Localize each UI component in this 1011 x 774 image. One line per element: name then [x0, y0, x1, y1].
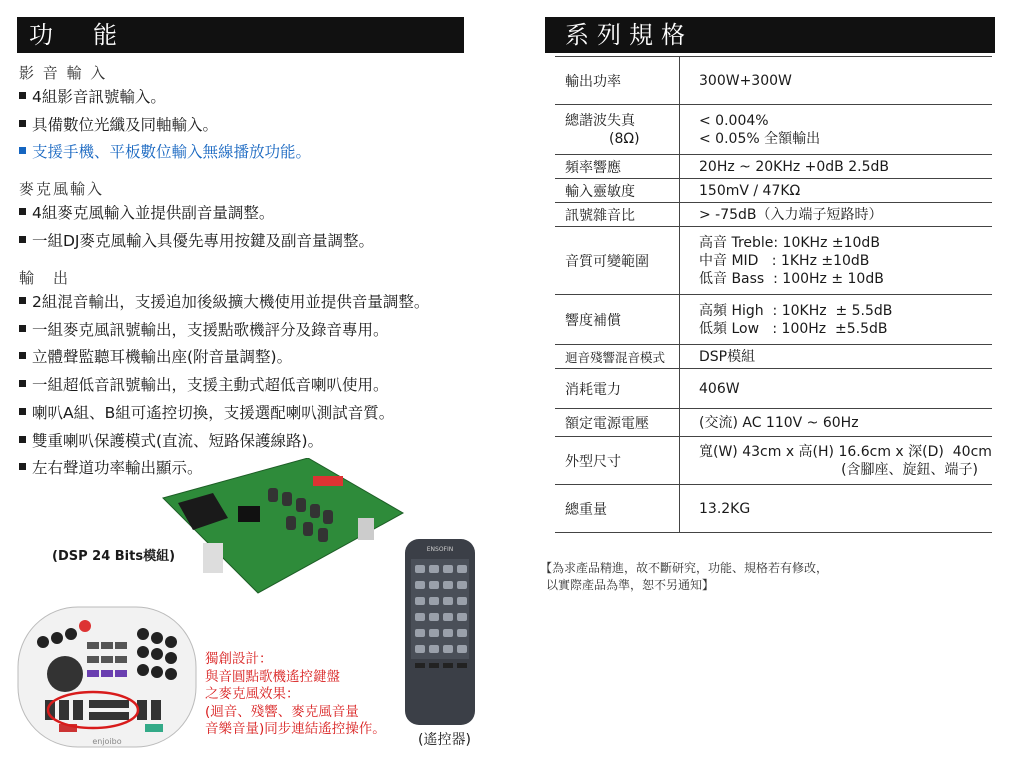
feature-item — [19, 200, 374, 228]
spec-value-line: > -75dB（入力端子短路時） — [699, 206, 883, 223]
spec-row — [555, 295, 992, 345]
section-heading-av-input: 影 音 輸 入 — [19, 64, 108, 82]
spec-value-line: 150mV / 47KΩ — [699, 182, 801, 199]
spec-row — [555, 105, 992, 155]
list-mic-input — [19, 200, 374, 255]
bullet-square-icon — [19, 297, 26, 304]
spec-value — [680, 369, 993, 409]
spec-value-line: 寬(W) 43cm x 高(H) 16.6cm x 深(D) 40cm — [699, 443, 992, 460]
spec-table — [555, 56, 992, 533]
bullet-square-icon — [19, 436, 26, 443]
feature-text: 左右聲道功率輸出顯示。 — [32, 459, 203, 478]
spec-label: 總重量 — [555, 485, 680, 533]
feature-text: 立體聲監聽耳機輸出座(附音量調整)。 — [32, 348, 293, 367]
feature-item — [19, 428, 429, 456]
red-note-line: 獨創設計： — [205, 651, 273, 667]
spec-note-line: 【為求產品精進，故不斷研究，功能、規格若有修改， — [540, 561, 829, 575]
spec-note-line: 以實際產品為準，恕不另通知】 — [546, 578, 715, 592]
feature-text: 一組麥克風訊號輸出，支援點歌機評分及錄音專用。 — [32, 320, 389, 339]
spec-label: 輸出功率 — [555, 57, 680, 105]
red-note-line: 音樂音量)同步連結遙控操作。 — [205, 721, 386, 737]
feature-item — [19, 139, 311, 167]
feature-item — [19, 112, 311, 140]
spec-row — [555, 437, 992, 485]
dsp-caption: (DSP 24 Bits模組) — [52, 549, 176, 564]
spec-value-line: 低頻 Low : 100Hz ±5.5dB — [699, 320, 888, 337]
spec-label: 訊號雜音比 — [555, 203, 680, 227]
spec-label — [555, 105, 680, 155]
feature-item — [19, 372, 429, 400]
feature-text: 4組影音訊號輸入。 — [32, 88, 166, 106]
spec-value-line: 406W — [699, 380, 740, 397]
bullet-square-icon — [19, 352, 26, 359]
features-title: 功能 — [29, 21, 157, 49]
section-heading-mic-input: 麥克風輸入 — [19, 180, 105, 198]
spec-value-line: (含腳座、旋鈕、端子) — [841, 461, 978, 478]
spec-value — [680, 203, 993, 227]
spec-label: 響度補償 — [555, 295, 680, 345]
remote-caption: (遙控器) — [418, 732, 471, 748]
specs-title: 系列規格 — [565, 21, 693, 49]
dsp-board-image — [158, 458, 408, 598]
feature-text: 雙重喇叭保護模式(直流、短路保護線路)。 — [32, 431, 324, 450]
list-output — [19, 289, 429, 483]
spec-value-line: < 0.004% — [699, 112, 769, 129]
feature-text: 一組超低音訊號輸出，支援主動式超低音喇叭使用。 — [32, 376, 389, 395]
spec-label: 消耗電力 — [555, 369, 680, 409]
red-note — [205, 651, 386, 739]
bullet-square-icon — [19, 325, 26, 332]
keypad-image — [15, 604, 200, 750]
bullet-square-icon — [19, 463, 26, 470]
feature-text: 4組麥克風輸入並提供副音量調整。 — [32, 204, 275, 222]
feature-text: 喇叭A組、B組可遙控切換，支援選配喇叭測試音質。 — [32, 403, 395, 422]
spec-label: 外型尺寸 — [555, 437, 680, 485]
bullet-square-icon — [19, 147, 26, 154]
red-note-line: (迴音、殘響、麥克風音量 — [205, 703, 359, 720]
spec-row — [555, 155, 992, 179]
spec-note — [540, 560, 828, 594]
spec-value-line: 高頻 High : 10KHz ± 5.5dB — [699, 302, 893, 319]
spec-value-line: 高音 Treble: 10KHz ±10dB — [699, 234, 880, 251]
bullet-square-icon — [19, 380, 26, 387]
spec-value — [680, 105, 993, 155]
spec-value — [680, 345, 993, 369]
spec-value-line: DSP模組 — [699, 348, 756, 365]
feature-item — [19, 344, 429, 372]
remote-brand-label: ENSOFIN — [426, 546, 454, 553]
spec-value — [680, 155, 993, 179]
feature-item — [19, 400, 429, 428]
section-heading-output: 輸 出 — [19, 269, 71, 287]
spec-value — [680, 295, 993, 345]
spec-label-line: (8Ω) — [609, 130, 640, 147]
spec-value — [680, 57, 993, 105]
feature-item — [19, 289, 429, 317]
spec-value-line: 13.2KG — [699, 500, 751, 517]
red-note-line: 與音圓點歌機遙控鍵盤 — [205, 668, 340, 685]
feature-item — [19, 84, 311, 112]
spec-row — [555, 227, 992, 295]
spec-value — [680, 437, 993, 485]
spec-row — [555, 203, 992, 227]
bullet-square-icon — [19, 208, 26, 215]
spec-value-line: 低音 Bass : 100Hz ± 10dB — [699, 270, 884, 287]
spec-label: 迴音殘響混音模式 — [555, 345, 680, 369]
bullet-square-icon — [19, 408, 26, 415]
spec-value-line: < 0.05% 全額輸出 — [699, 130, 821, 147]
spec-label-line: 總諧波失真 — [565, 112, 635, 129]
spec-row — [555, 485, 992, 533]
spec-value — [680, 409, 993, 437]
spec-value — [680, 227, 993, 295]
feature-text: 具備數位光纖及同軸輸入。 — [32, 115, 219, 134]
specs-title-bar — [545, 17, 995, 53]
bullet-square-icon — [19, 236, 26, 243]
feature-text: 一組DJ麥克風輸入具優先專用按鍵及副音量調整。 — [32, 231, 375, 250]
spec-row — [555, 369, 992, 409]
spec-label: 音質可變範圍 — [555, 227, 680, 295]
spec-value-line: 中音 MID : 1KHz ±10dB — [699, 252, 870, 269]
spec-row — [555, 409, 992, 437]
red-note-line: 之麥克風效果： — [205, 686, 300, 702]
feature-text: 2組混音輸出，支援追加後級擴大機使用並提供音量調整。 — [32, 293, 430, 311]
remote-image — [403, 537, 477, 727]
feature-item — [19, 317, 429, 345]
spec-value-line: (交流) AC 110V ~ 60Hz — [699, 414, 859, 431]
spec-label: 輸入靈敏度 — [555, 179, 680, 203]
features-title-bar — [17, 17, 464, 53]
spec-value — [680, 485, 993, 533]
bullet-square-icon — [19, 120, 26, 127]
feature-item — [19, 228, 374, 256]
spec-value-line: 300W+300W — [699, 72, 792, 89]
spec-value-line: 20Hz ~ 20KHz +0dB 2.5dB — [699, 158, 889, 175]
spec-label: 額定電源電壓 — [555, 409, 680, 437]
spec-label: 頻率響應 — [555, 155, 680, 179]
list-av-input — [19, 84, 311, 167]
feature-text: 支援手機、平板數位輸入無線播放功能。 — [32, 143, 312, 162]
spec-value — [680, 179, 993, 203]
spec-row — [555, 345, 992, 369]
spec-row — [555, 57, 992, 105]
bullet-square-icon — [19, 92, 26, 99]
spec-row — [555, 179, 992, 203]
keypad-brand-label: enjoibo — [92, 737, 122, 746]
